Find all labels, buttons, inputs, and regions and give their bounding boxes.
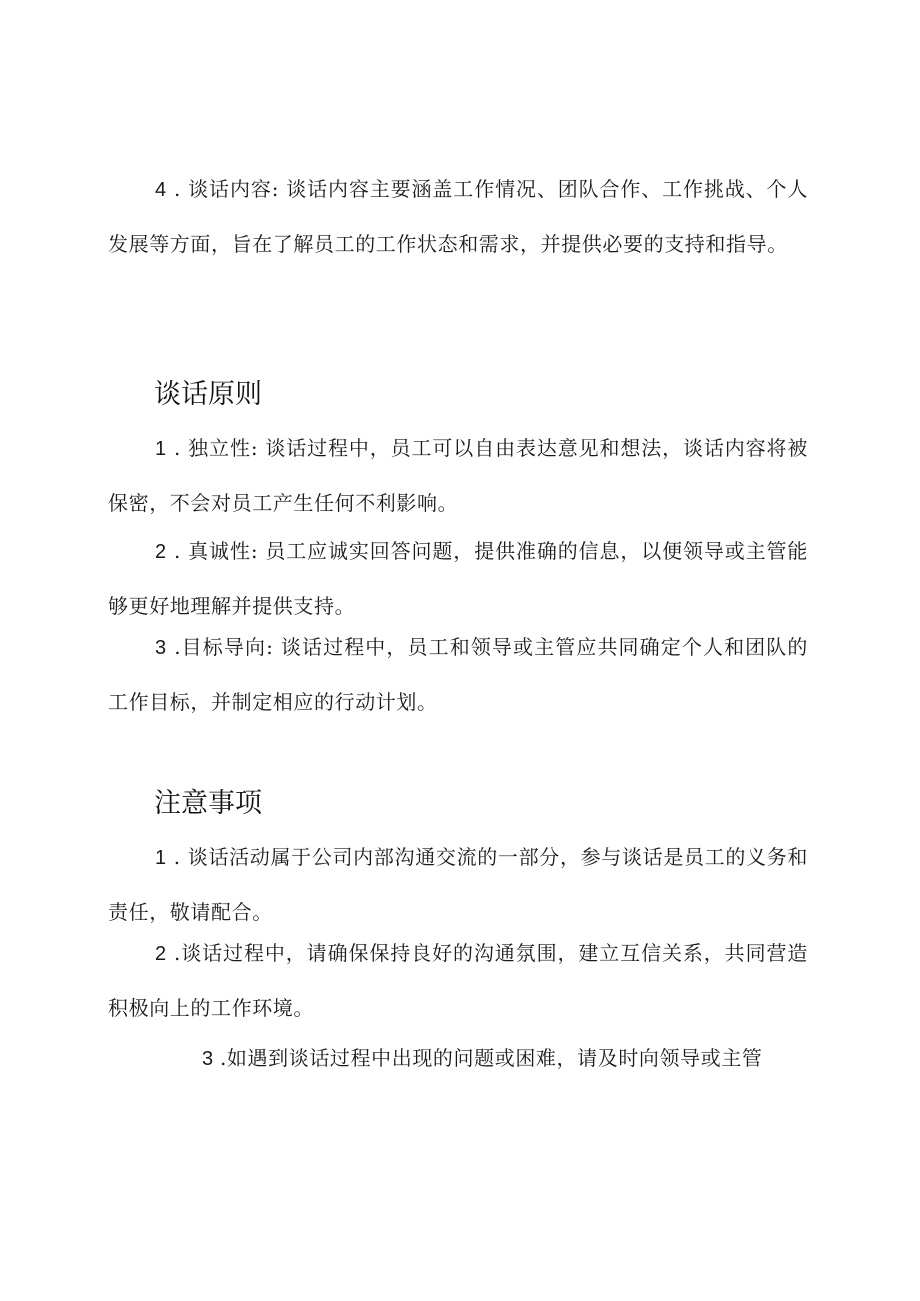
notes-heading: 注意事项 [154,788,262,819]
item-number: 3 [202,1048,214,1070]
principle-item-2 [108,524,808,633]
item-number: 1 [155,438,167,460]
item-text: .目标导向: 谈话过程中，员工和领导或主管应共同确定个人和团队的工作目标，并制定相应的行动计划。 [108,635,808,714]
item-number: 2 [155,541,167,563]
item-number: 4 [155,179,167,201]
item-number: 1 [155,847,167,869]
item-text: .谈话过程中，请确保保持良好的沟通氛围，建立互信关系，共同营造积极向上的工作环境。 [108,941,808,1020]
note-item-2 [108,926,808,1035]
item-text: .如遇到谈话过程中出现的问题或困难，请及时向领导或主管 [219,1046,763,1070]
note-item-1 [108,830,808,939]
content-item-paragraph [108,162,808,271]
item-text: . 谈话内容: 谈话内容主要涵盖工作情况、团队合作、工作挑战、个人发展等方面，旨在了解员工的工作状态和需求，并提供必要的支持和指导。 [108,177,808,256]
item-text: . 谈话活动属于公司内部沟通交流的一部分，参与谈话是员工的义务和责任，敬请配合。 [108,845,808,924]
item-number: 2 [155,943,167,965]
item-number: 3 [155,637,167,659]
note-item-3 [108,1031,808,1086]
principle-item-1 [108,421,808,530]
item-text: . 真诚性: 员工应诚实回答问题，提供准确的信息，以便领导或主管能够更好地理解并提供支持。 [108,539,808,618]
principle-item-3 [108,620,808,729]
principles-heading: 谈话原则 [154,379,262,410]
item-text: . 独立性: 谈话过程中，员工可以自由表达意见和想法，谈话内容将被保密，不会对员工产生任何不利影响。 [108,436,808,515]
